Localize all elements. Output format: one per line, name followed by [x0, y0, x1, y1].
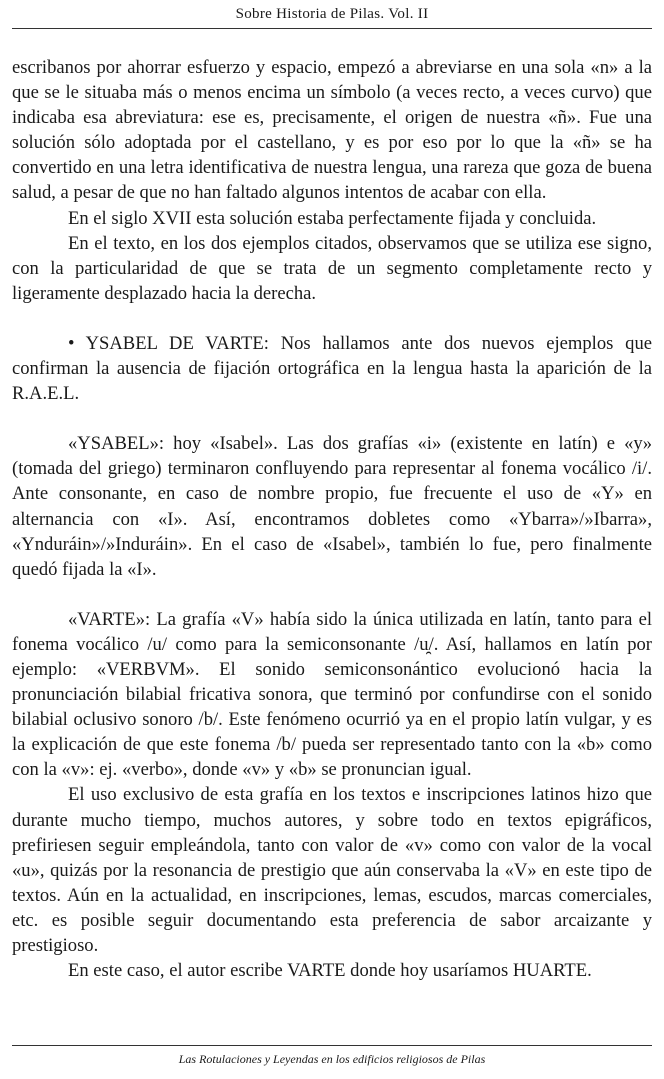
paragraph-gap	[12, 582, 652, 607]
footer-rule	[12, 1045, 652, 1046]
paragraph-7: El uso exclusivo de esta grafía en los textos e inscripciones latinos hizo que durante mucho tiempo, muchos autores, y sobre todo en textos epigráficos, prefiriesen seguir empleándola, tanto con valor de «v» como con valor de la vocal «u», quizás por la resonancia de prestigio que aún conservaba la «V» en este tipo de textos. Aún en la actualidad, en inscripciones, lemas, escudos, marcas comerciales, etc. es posible seguir documentando esta preferencia de sabor arcaizante y prestigioso.	[12, 784, 652, 956]
running-footer: Las Rotulaciones y Leyendas en los edificios religiosos de Pilas	[178, 1052, 486, 1066]
paragraph-4: • YSABEL DE VARTE: Nos hallamos ante dos nuevos ejemplos que confirman la ausencia de fijación ortográfica en la lengua hasta la aparición de la R.A.E.L.	[12, 332, 652, 405]
paragraph-5: «YSABEL»: hoy «Isabel». Las dos grafías «i» (existente en latín) e «y» (tomada del griego) terminaron confluyendo para representar al fonema vocálico /i/. Ante consonante, en caso de nombre propio, fue frecuente el uso de «Y» en alternancia con «I». Así, encontramos dobletes como «Ybarra»/»Ibarra», «Ynduráin»/»Induráin». En el caso de «Isabel», también lo fue, pero finalmente quedó fijada la «I».	[12, 433, 652, 580]
paragraph-1: escribanos por ahorrar esfuerzo y espacio, empezó a abreviarse en una sola «n» a la que se le situaba más o menos encima un símbolo (a veces recto, a veces curvo) que indicaba esa abreviatura: ese es, precisamente, el origen de nuestra «ñ». Fue una solución sólo adoptada por el castellano, y es por eso por lo que la «ñ» se ha convertido en una letra identificativa de nuestra lengua, una rareza que goza de buena salud, a pesar de que no han faltado algunos intentos de acabar con ella.	[12, 57, 652, 204]
page-body	[12, 55, 652, 983]
paragraph-gap	[12, 306, 652, 331]
paragraph-6: «VARTE»: La grafía «V» había sido la única utilizada en latín, tanto para el fonema vocálico /u/ como para la semiconsonante /u̯/. Así, hallamos en latín por ejemplo: «VERBVM». El sonido semiconsonántico evolucionó hacia la pronunciación bilabial fricativa sonora, que terminó por confundirse con el sonido bilabial oclusivo sonoro /b/. Este fenómeno ocurrió ya en el propio latín vulgar, y es la explicación de que este fonema /b/ pueda ser representado tanto con la «b» como con la «v»: ej. «verbo», donde «v» y «b» se pronuncian igual.	[12, 608, 652, 781]
running-header: Sobre Historia de Pilas. Vol. II	[235, 6, 429, 22]
header-rule	[12, 28, 652, 29]
paragraph-gap	[12, 406, 652, 431]
paragraph-2: En el siglo XVII esta solución estaba perfectamente fijada y concluida.	[68, 207, 597, 229]
paragraph-8: En este caso, el autor escribe VARTE donde hoy usaríamos HUARTE.	[68, 960, 592, 982]
paragraph-3: En el texto, en los dos ejemplos citados, observamos que se utiliza ese signo, con la particularidad de que se trata de un segmento completamente recto y ligeramente desplazado hacia la derecha.	[12, 232, 652, 304]
